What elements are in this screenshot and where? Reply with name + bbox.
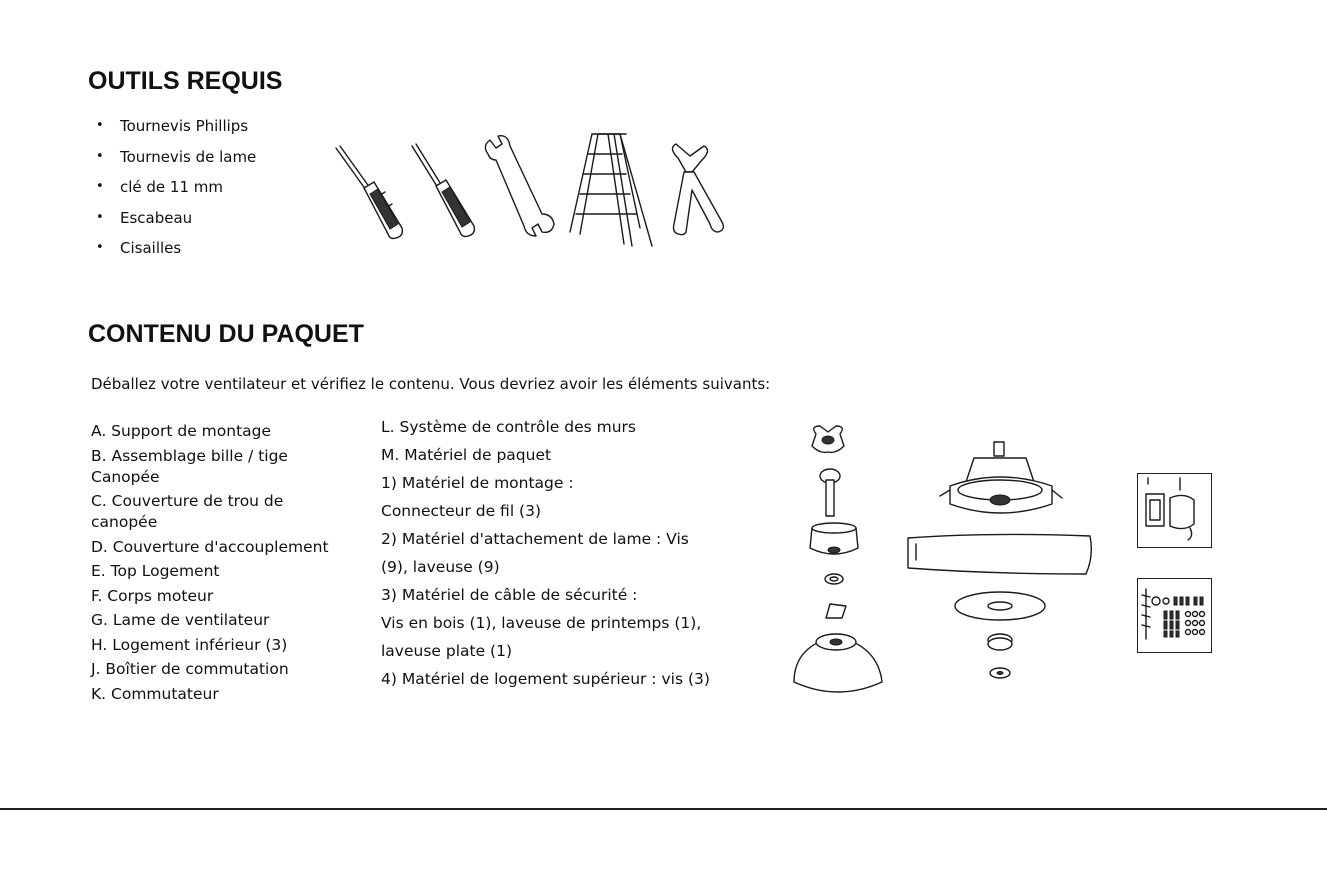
downrod-icon — [820, 469, 840, 516]
list-item: D. Couverture d'accouplement — [91, 537, 329, 556]
list-item: H. Logement inférieur (3) — [91, 635, 288, 654]
tools-illustration — [330, 128, 730, 252]
wall-control-box — [1137, 473, 1212, 548]
list-item: • Escabeau — [96, 208, 256, 239]
list-item: C. Couverture de trou de canopée — [91, 492, 284, 531]
package-heading: CONTENU DU PAQUET — [88, 320, 364, 348]
canopy-cover-icon — [810, 523, 858, 554]
list-item: laveuse plate (1) — [381, 642, 513, 660]
hardware-icon — [1138, 579, 1211, 652]
tools-heading: OUTILS REQUIS — [88, 67, 283, 95]
list-item: • Tournevis de lame — [96, 147, 256, 178]
list-item: A. Support de montage — [91, 422, 272, 440]
list-item: 4) Matériel de logement supérieur : vis (3) — [381, 670, 710, 688]
package-intro: Déballez votre ventilateur et vérifiez le contenu. Vous devriez avoir les éléments suivants: — [91, 375, 771, 393]
list-item: • Cisailles — [96, 238, 256, 269]
phillips-screwdriver-icon — [336, 146, 402, 239]
tools-list — [96, 116, 256, 269]
list-item: (9), laveuse (9) — [381, 558, 500, 576]
list-item: • Tournevis Phillips — [96, 116, 256, 147]
fan-parts-illustration — [790, 420, 1110, 705]
tool-label: Tournevis Phillips — [120, 117, 249, 135]
step-ladder-icon — [570, 134, 652, 246]
list-item: F. Corps moteur — [91, 586, 214, 605]
list-item: M. Matériel de paquet — [381, 446, 552, 464]
list-item: G. Lame de ventilateur — [91, 611, 270, 629]
motor-body-icon — [940, 442, 1062, 513]
list-item: 2) Matériel d'attachement de lame : Vis — [381, 530, 689, 548]
mounting-bracket-icon — [812, 426, 844, 452]
tool-label: Cisailles — [120, 239, 182, 257]
tool-label: Escabeau — [120, 208, 193, 227]
list-item: B. Assemblage bille / tige Canopée — [91, 446, 288, 486]
tool-label: Tournevis de lame — [120, 147, 257, 166]
switch-housing-icon — [988, 634, 1012, 650]
list-item: 1) Matériel de montage : — [381, 474, 574, 492]
flat-screwdriver-icon — [412, 144, 474, 237]
list-item: 3) Matériel de câble de sécurité : — [381, 586, 638, 604]
wall-control-icon — [1138, 474, 1211, 547]
switch-cap-icon — [990, 668, 1010, 678]
list-item: E. Top Logement — [91, 562, 220, 580]
parts-list-right — [381, 417, 721, 697]
tool-label: clé de 11 mm — [120, 178, 224, 196]
list-item: J. Boîtier de commutation — [91, 660, 289, 678]
hardware-box — [1137, 578, 1212, 653]
parts-list-left — [91, 421, 331, 708]
list-item: K. Commutateur — [91, 684, 219, 703]
list-item: Connecteur de fil (3) — [381, 502, 542, 520]
fan-blade-icon — [908, 534, 1091, 574]
list-item: • clé de 11 mm — [96, 177, 256, 208]
wrench-icon — [485, 136, 554, 236]
footer-divider — [0, 808, 1327, 810]
shears-icon — [672, 144, 723, 235]
coupling-cover-icon — [825, 574, 843, 584]
list-item: Vis en bois (1), laveuse de printemps (1), — [381, 614, 702, 632]
list-item: L. Système de contrôle des murs — [381, 418, 636, 436]
top-housing-icon — [794, 604, 882, 692]
lower-housing-icon — [955, 592, 1045, 620]
